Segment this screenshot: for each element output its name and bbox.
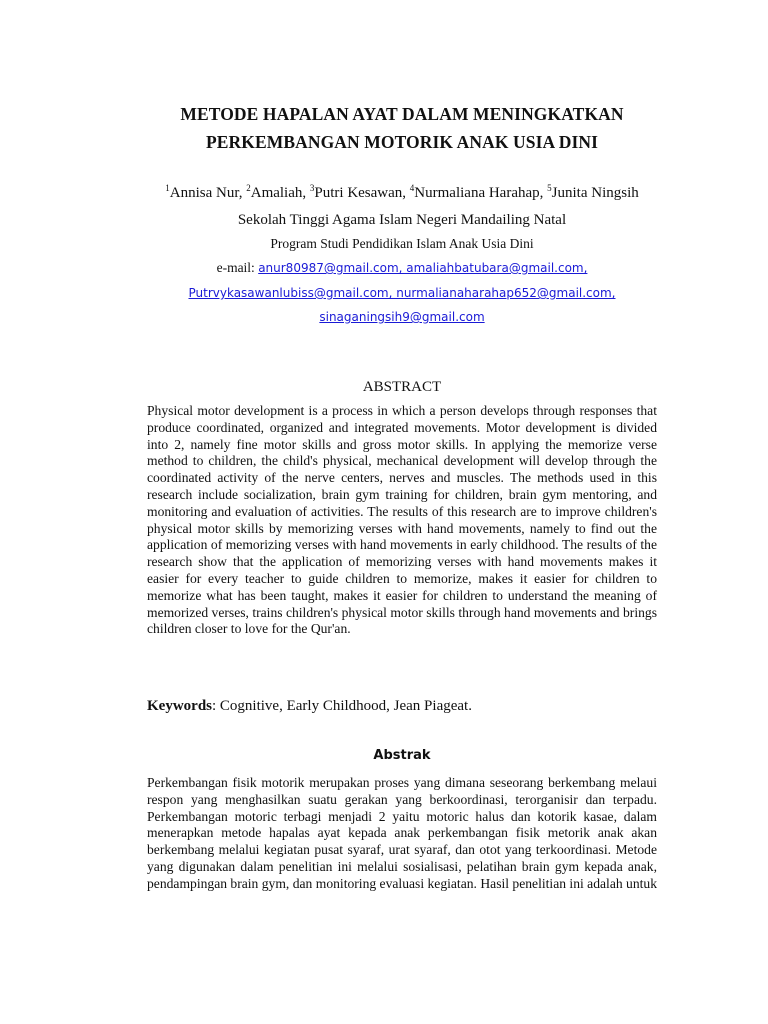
author-name: Amaliah,	[250, 185, 310, 201]
email-link[interactable]: sinaganingsih9@gmail.com	[319, 310, 485, 324]
author-number: 4	[409, 183, 415, 193]
author-list	[90, 183, 714, 203]
title-line-1: METODE HAPALAN AYAT DALAM MENINGKATKAN	[180, 104, 624, 124]
author-number: 5	[547, 183, 552, 193]
title-line-2: PERKEMBANGAN MOTORIK ANAK USIA DINI	[205, 132, 599, 152]
email-link[interactable]: anur80987@gmail.com, amaliahbatubara@gmail.com,	[258, 261, 588, 275]
paper-title	[100, 100, 704, 156]
author-number: 2	[246, 183, 251, 193]
abstrak-body: Perkembangan fisik motorik merupakan proses yang dimana seseorang berkembang melaui respon yang menghasilkan suatu gerakan yang berkoordinasi, terorganisir dan terpadu. Perkembangan motoric terbagi menjadi 2 yaitu motoric halus dan kotorik kasae, dalam menerapkan metode hapalas ayat kepada anak perkembangan fisik metorik anak akan berkembang melalui kegiatan pusat syaraf, urat syaraf, dan otot yang terkoordinasi. Metode yang digunakan dalam penelitian ini melalui sosialisasi, pelatihan brain gym kepada anak, pendampingan brain gym, dan monitoring evaluasi kegiatan. Hasil penelitian ini adalah untuk	[147, 775, 658, 891]
keywords-label: Keywords	[147, 698, 212, 714]
author-name: Nurmaliana Harahap,	[414, 185, 548, 201]
abstrak-heading: Abstrak	[373, 748, 431, 763]
email-link[interactable]: Putrvykasawanlubiss@gmail.com, nurmalianaharahap652@gmail.com,	[188, 286, 616, 300]
author-number: 1	[165, 183, 170, 193]
abstract-body: Physical motor development is a process in which a person develops through responses that produce coordinated, organized and integrated movements. Motor development is divided into 2, namely fine motor skills and gross motor skills. In applying the memorize verse method to children, the child's physical, mechanical development will develop through the coordinated activity of the nerve centers, nerves and muscles. The methods used in this research include socialization, brain gym training for children, brain gym mentoring, and monitoring and evaluation of activities. The results of this research are to improve children's physical motor skills by memorizing verses with hand movements, namely to find out the application of memorizing verses with hand movements in early childhood. The results of the research show that the application of memorizing verses with hand movements makes it easier for every teacher to guide children to memorize, makes it easier for children to memorize what has been taught, makes it easier for children to understand the meaning of memorized verses, trains children's physical motor skills through hand movements and brings children closer to love for the Qur'an.	[147, 403, 657, 637]
keywords-value: : Cognitive, Early Childhood, Jean Piageat.	[212, 698, 472, 714]
study-program: Program Studi Pendidikan Islam Anak Usia Dini	[270, 236, 534, 251]
author-name: Annisa Nur,	[169, 185, 247, 201]
author-name: Junita Ningsih	[551, 185, 639, 201]
email-line-1	[90, 259, 714, 277]
email-label: e-mail:	[216, 260, 259, 275]
email-line-3	[90, 308, 714, 326]
email-line-2	[90, 284, 714, 302]
abstract-heading: ABSTRACT	[362, 379, 442, 395]
author-number: 3	[309, 183, 315, 193]
keywords-line	[147, 696, 657, 716]
affiliation: Sekolah Tinggi Agama Islam Negeri Mandailing Natal	[237, 212, 567, 228]
author-name: Putri Kesawan,	[314, 185, 410, 201]
